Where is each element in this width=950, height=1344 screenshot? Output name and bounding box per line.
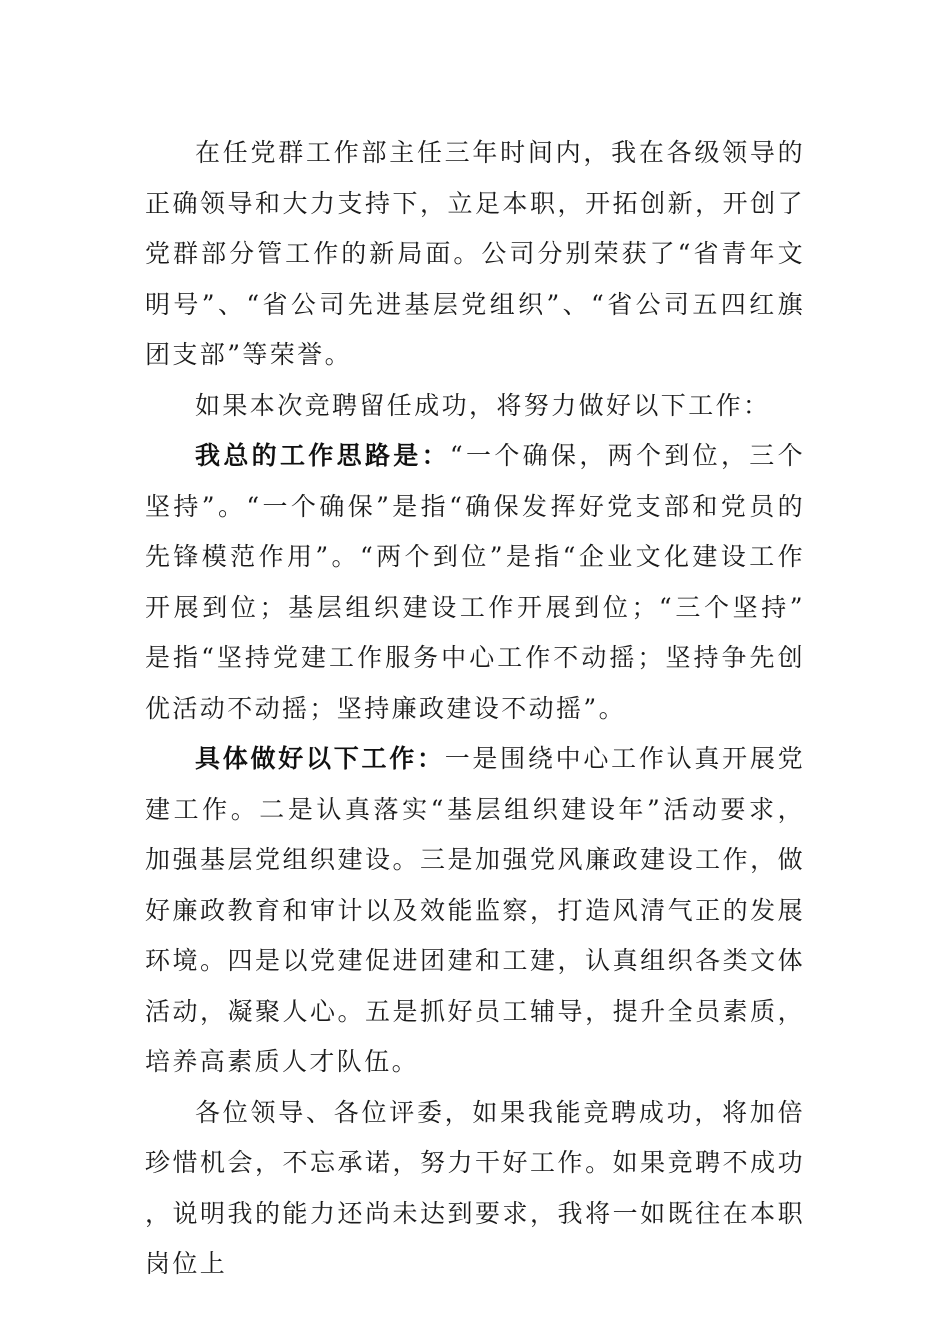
paragraph-lead: 我总的工作思路是： xyxy=(195,441,450,470)
document-body xyxy=(145,128,805,1290)
paragraph-specific-tasks xyxy=(145,734,805,1088)
paragraph-intent xyxy=(145,381,805,432)
paragraph-lead: 具体做好以下工作： xyxy=(195,744,445,773)
paragraph-tenure-summary xyxy=(145,128,805,381)
paragraph-closing xyxy=(145,1088,805,1290)
paragraph-text: 一是围绕中心工作认真开展党建工作。二是认真落实“基层组织建设年”活动要求，加强基层党组织建设。三是加强党风廉政建设工作，做好廉政教育和审计以及效能监察，打造风清气正的发展环境。四是以党建促进团建和工建，认真组织各类文体活动，凝聚人心。五是抓好员工辅导，提升全员素质，培养高素质人才队伍。 xyxy=(145,744,805,1076)
paragraph-text: 如果本次竞聘留任成功，将努力做好以下工作： xyxy=(195,390,771,420)
paragraph-text: 各位领导、各位评委，如果我能竞聘成功，将加倍珍惜机会，不忘承诺，努力干好工作。如果竞聘不成功，说明我的能力还尚未达到要求，我将一如既往在本职岗位上 xyxy=(145,1097,805,1278)
paragraph-text: “一个确保，两个到位，三个坚持”。“一个确保”是指“确保发挥好党支部和党员的先锋模范作用”。“两个到位”是指“企业文化建设工作开展到位；基层组织建设工作开展到位；“三个坚持”是指“坚持党建工作服务中心工作不动摇；坚持争先创优活动不动摇；坚持廉政建设不动摇”。 xyxy=(145,441,805,723)
paragraph-text: 在任党群工作部主任三年时间内，我在各级领导的正确领导和大力支持下，立足本职，开拓创新，开创了党群部分管工作的新局面。公司分别荣获了“省青年文明号”、“省公司先进基层党组织”、“省公司五四红旗团支部”等荣誉。 xyxy=(145,138,805,369)
paragraph-work-approach xyxy=(145,431,805,734)
